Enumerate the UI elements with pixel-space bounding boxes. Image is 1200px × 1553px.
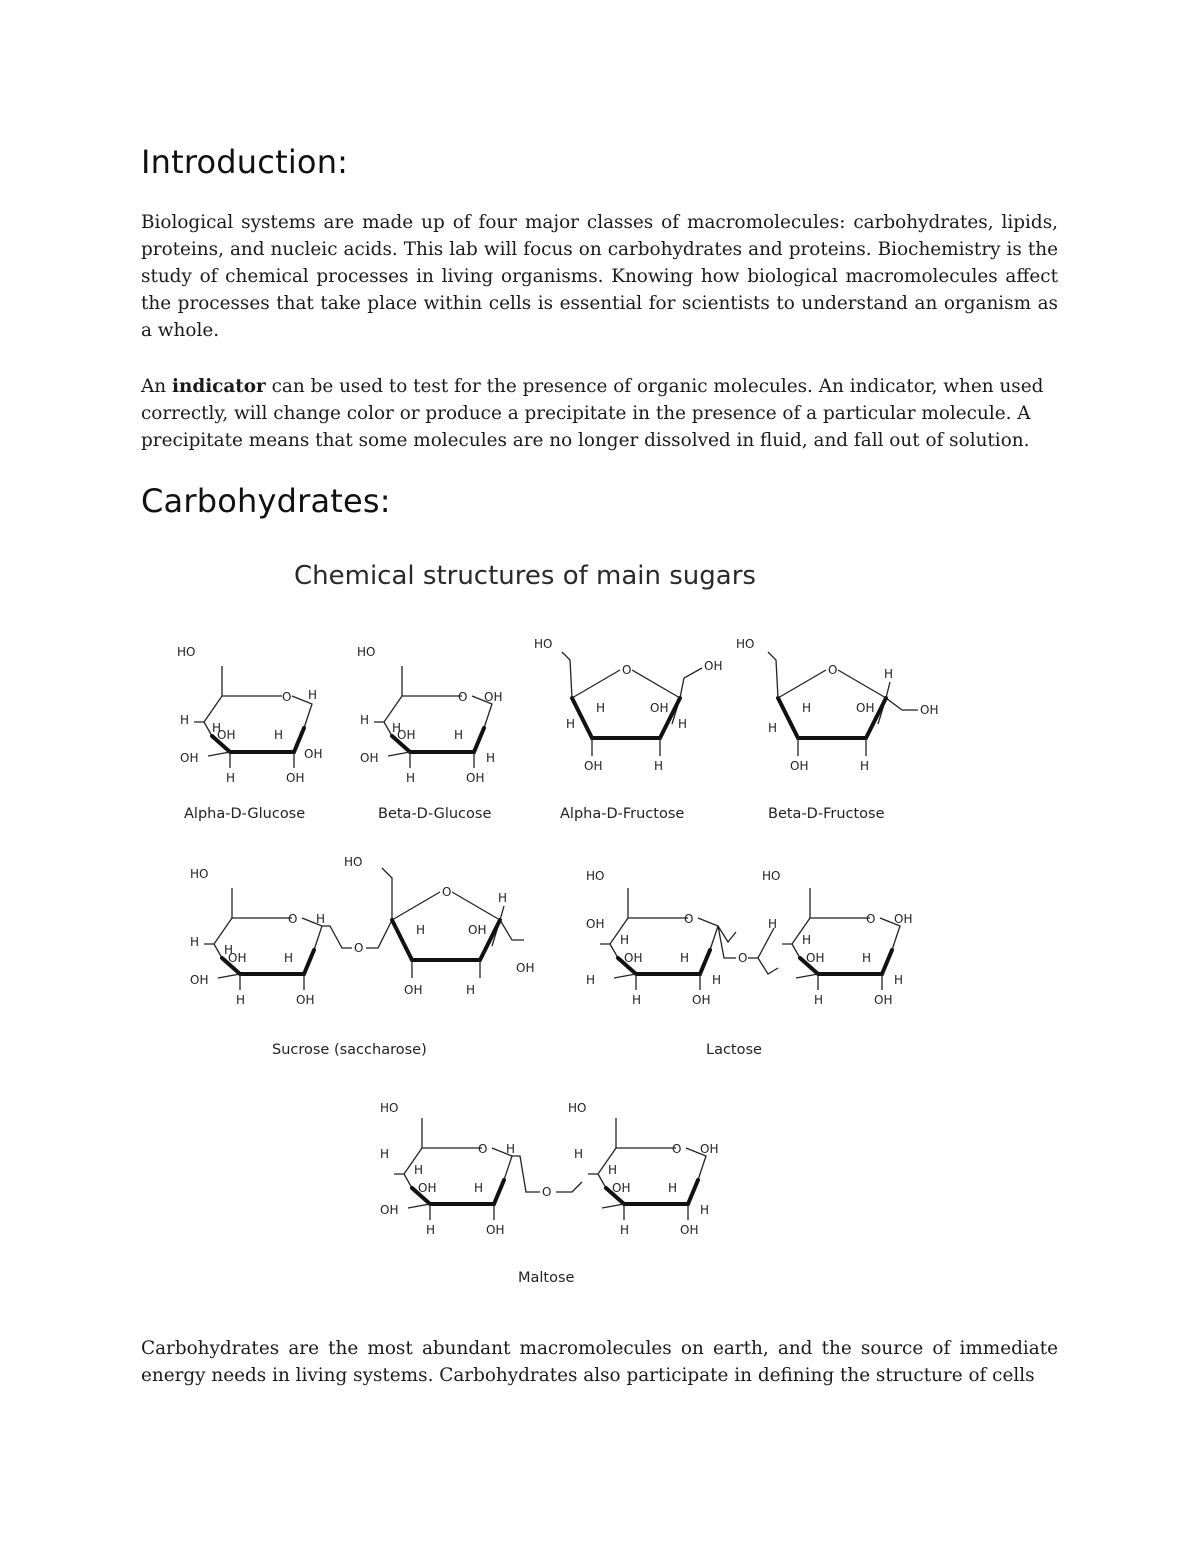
sugar-structures-figure [150, 548, 970, 1300]
atom-label: H [380, 1147, 390, 1161]
atom-label: OH [296, 993, 315, 1007]
atom-label: H [668, 1181, 678, 1195]
atom-label: H [884, 667, 894, 681]
atom-label: H [224, 943, 234, 957]
beta-fructose-structure [736, 637, 938, 773]
atom-label: OH [680, 1223, 699, 1237]
caption-sucrose: Sucrose (saccharose) [272, 1042, 427, 1058]
atom-label: H [416, 923, 426, 937]
atom-label: H [414, 1163, 424, 1177]
indicator-term: indicator [171, 376, 266, 397]
sucrose-fructose-ring [392, 885, 534, 997]
atom-label: HO [534, 637, 553, 651]
caption-maltose: Maltose [518, 1270, 575, 1286]
caption-beta-fructose: Beta-D-Fructose [768, 806, 885, 822]
p2-rest: can be used to test for the presence of organic molecules. An indicator, when used correctly, will change color or produce a precipitate in the presence of a particular molecule. A precipitate means that some molecules are no longer dissolved in fluid, and fall out of solution. [141, 376, 1044, 451]
lactose-second-ring [762, 869, 912, 1007]
atom-label: HO [177, 645, 196, 659]
atom-label: OH [190, 973, 209, 987]
atom-label: H [180, 713, 190, 727]
beta-glucose-structure [357, 645, 502, 785]
atom-label: H [466, 983, 476, 997]
atom-label: OH [612, 1181, 631, 1195]
atom-label: H [190, 935, 200, 949]
atom-label: H [654, 759, 664, 773]
caption-beta-glucose: Beta-D-Glucose [378, 806, 492, 822]
atom-label: OH [874, 993, 893, 1007]
atom-label: H [596, 701, 606, 715]
atom-label: OH [624, 951, 643, 965]
atom-label: OH [584, 759, 603, 773]
carbohydrates-heading: Carbohydrates: [141, 482, 391, 520]
atom-label: OH [180, 751, 199, 765]
atom-label: HO [344, 855, 363, 869]
atom-label: H [862, 951, 872, 965]
atom-label: H [620, 933, 630, 947]
atom-label: H [566, 717, 576, 731]
atom-label: HO [736, 637, 755, 651]
atom-label: HO [380, 1101, 399, 1115]
sucrose-structure [190, 855, 392, 1007]
atom-label: H [316, 912, 326, 926]
atom-label: HO [586, 869, 605, 883]
atom-label: OH [360, 751, 379, 765]
atom-label: OH [404, 983, 423, 997]
atom-label: HO [762, 869, 781, 883]
atom-label: H [506, 1142, 516, 1156]
atom-label: H [700, 1203, 710, 1217]
atom-label: H [226, 771, 236, 785]
atom-label: HO [190, 867, 209, 881]
atom-label: OH [806, 951, 825, 965]
atom-label: H [212, 721, 222, 735]
atom-label: OH [516, 961, 535, 975]
atom-label: OH [468, 923, 487, 937]
atom-label: OH [397, 728, 416, 742]
atom-label: OH [700, 1142, 719, 1156]
atom-label: H [814, 993, 824, 1007]
introduction-paragraph-2 [141, 373, 1058, 454]
atom-label: OH [692, 993, 711, 1007]
atom-label: OH [586, 917, 605, 931]
atom-label: H [474, 1181, 484, 1195]
atom-label: H [406, 771, 416, 785]
atom-label: OH [418, 1181, 437, 1195]
atom-label: O [354, 941, 364, 955]
atom-label: O [866, 912, 876, 926]
atom-label: OH [920, 703, 939, 717]
atom-label: H [308, 688, 318, 702]
atom-label: H [620, 1223, 630, 1237]
atom-label: HO [568, 1101, 587, 1115]
atom-label: O [458, 690, 468, 704]
atom-label: O [684, 912, 694, 926]
atom-label: H [392, 721, 402, 735]
atom-label: O [672, 1142, 682, 1156]
atom-label: H [608, 1163, 618, 1177]
caption-alpha-glucose: Alpha-D-Glucose [184, 806, 306, 822]
atom-label: OH [650, 701, 669, 715]
atom-label: O [282, 690, 292, 704]
atom-label: OH [380, 1203, 399, 1217]
atom-label: H [680, 951, 690, 965]
carbohydrates-paragraph: Carbohydrates are the most abundant macromolecules on earth, and the source of immediate energy needs in living systems. Carbohydrates also participate in defining the structure of cells [141, 1338, 1058, 1386]
atom-label: H [426, 1223, 436, 1237]
caption-alpha-fructose: Alpha-D-Fructose [560, 806, 685, 822]
maltose-structure [380, 1101, 582, 1237]
maltose-second-ring [568, 1101, 718, 1237]
atom-label: OH [228, 951, 247, 965]
atom-label: OH [466, 771, 485, 785]
atom-label: H [768, 917, 778, 931]
atom-label: H [486, 751, 496, 765]
atom-label: H [274, 728, 284, 742]
atom-label: H [894, 973, 904, 987]
atom-label: O [442, 885, 452, 899]
atom-label: O [542, 1185, 552, 1199]
atom-label: OH [484, 690, 503, 704]
lactose-structure [586, 869, 781, 1007]
atom-label: OH [704, 659, 723, 673]
alpha-glucose-structure [177, 645, 322, 785]
p2-lead: An [141, 376, 172, 397]
atom-label: OH [894, 912, 913, 926]
atom-label: HO [357, 645, 376, 659]
atom-label: H [360, 713, 370, 727]
figure-title: Chemical structures of main sugars [294, 561, 756, 591]
atom-label: OH [856, 701, 875, 715]
atom-label: H [498, 891, 508, 905]
atom-label: OH [790, 759, 809, 773]
atom-label: H [678, 717, 688, 731]
atom-label: H [236, 993, 246, 1007]
atom-label: O [738, 951, 748, 965]
atom-label: O [478, 1142, 488, 1156]
atom-label: H [284, 951, 294, 965]
atom-label: H [802, 933, 812, 947]
atom-label: H [712, 973, 722, 987]
caption-lactose: Lactose [706, 1042, 762, 1058]
atom-label: OH [486, 1223, 505, 1237]
atom-label: H [454, 728, 464, 742]
alpha-fructose-structure [534, 637, 722, 773]
atom-label: O [828, 663, 838, 677]
introduction-paragraph-1: Biological systems are made up of four major classes of macromolecules: carbohydrates, lipids, proteins, and nucleic acids. This lab will focus on carbohydrates and proteins. Biochemistry is the study of chemical processes in living organisms. Knowing how biological macromolecules affect the processes that take place within cells is essential for scientists to understand an organism as a whole. [141, 212, 1058, 341]
atom-label: H [860, 759, 870, 773]
atom-label: OH [217, 728, 236, 742]
atom-label: O [288, 912, 298, 926]
introduction-heading: Introduction: [141, 143, 349, 181]
atom-label: H [768, 721, 778, 735]
atom-label: H [574, 1147, 584, 1161]
atom-label: H [802, 701, 812, 715]
atom-label: H [632, 993, 642, 1007]
atom-label: H [586, 973, 596, 987]
atom-label: O [622, 663, 632, 677]
atom-label: OH [304, 747, 323, 761]
atom-label: OH [286, 771, 305, 785]
